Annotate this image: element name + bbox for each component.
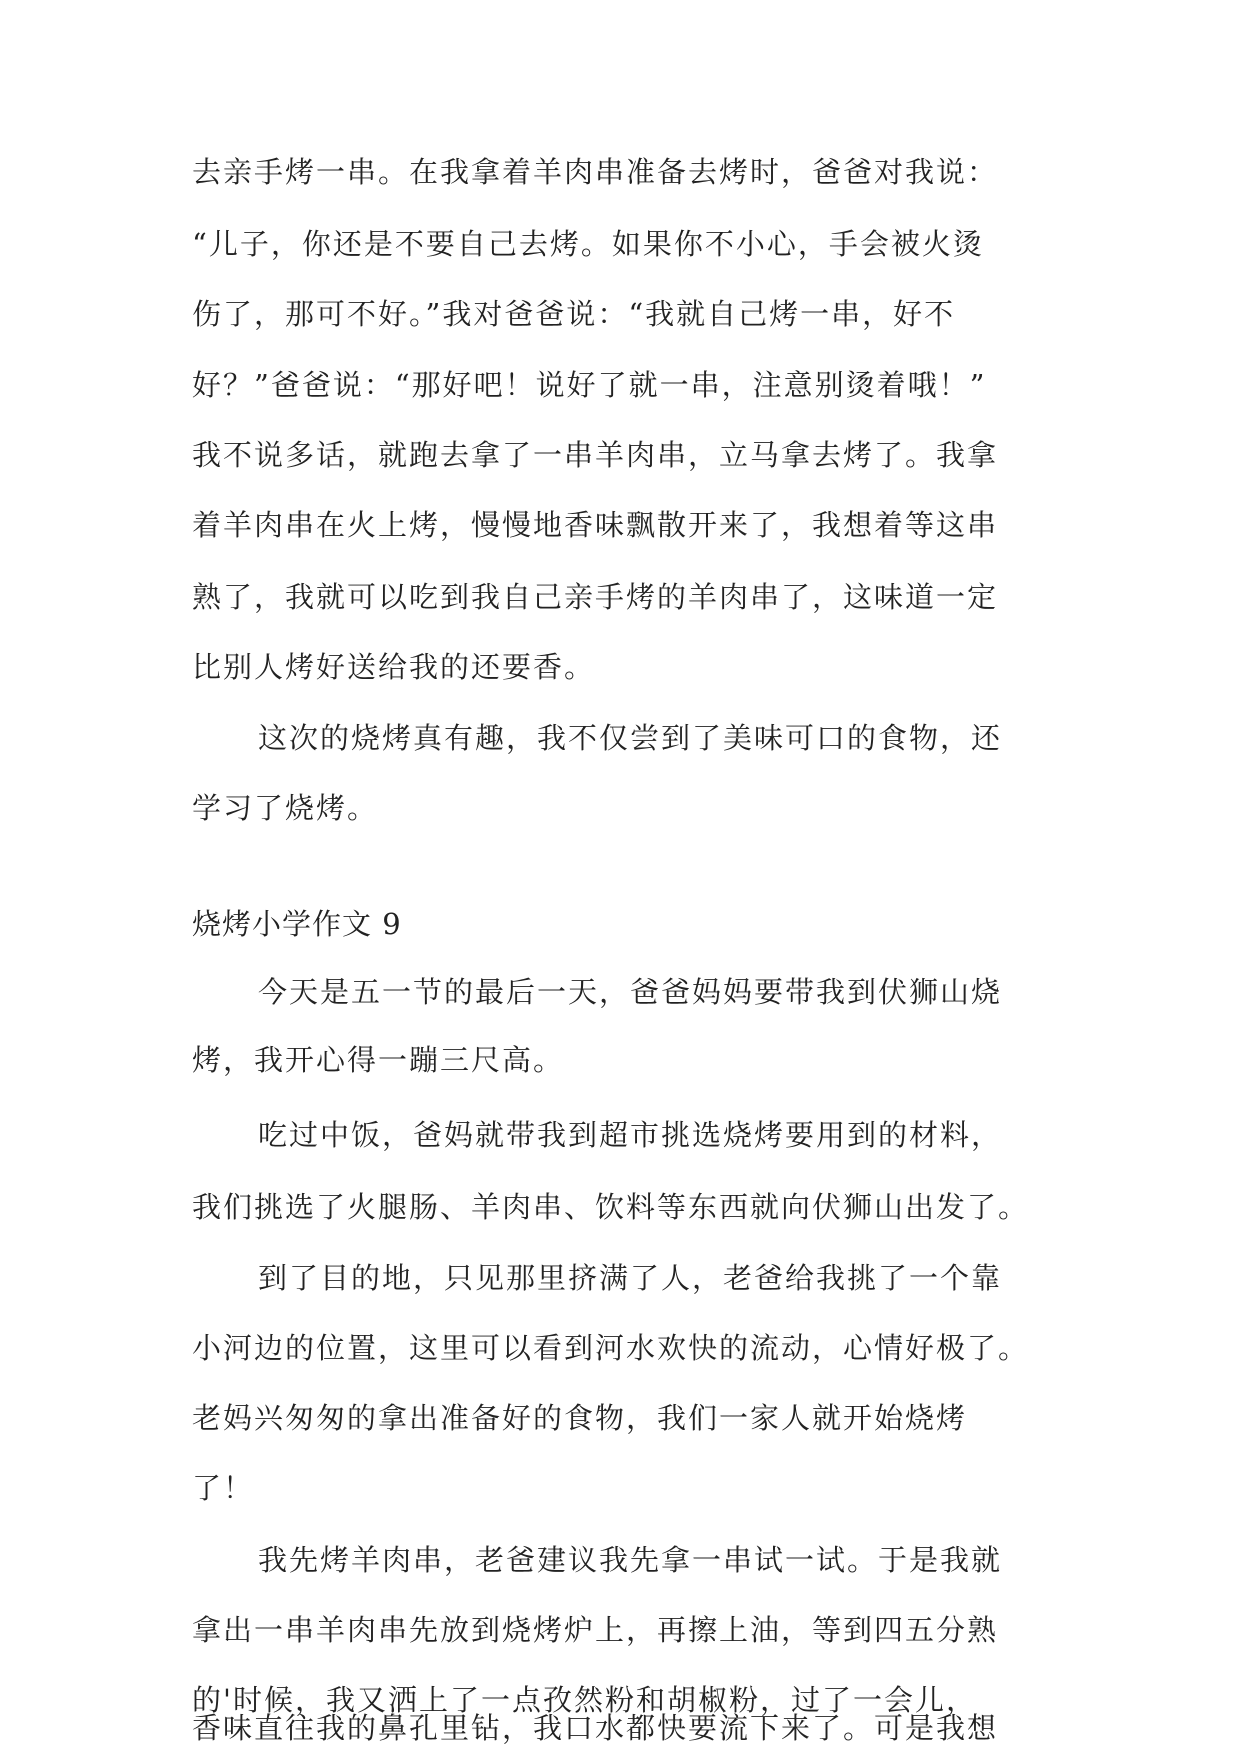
text-line: 拿出一串羊肉串先放到烧烤炉上，再擦上油，等到四五分熟 <box>192 1613 999 1647</box>
text-line: 比别人烤好送给我的还要香。 <box>192 650 596 684</box>
text-line: 我不说多话，就跑去拿了一串羊肉串，立马拿去烤了。我拿 <box>192 438 999 472</box>
essay-title: 烧烤小学作文 9 <box>192 907 402 941</box>
paragraph-first-line: 吃过中饭，爸妈就带我到超市挑选烧烤要用到的材料， <box>258 1118 1003 1152</box>
text-line: 我们挑选了火腿肠、羊肉串、饮料等东西就向伏狮山出发了。 <box>192 1190 1030 1224</box>
paragraph-first-line: 这次的烧烤真有趣，我不仅尝到了美味可口的食物，还 <box>258 721 1003 755</box>
text-line: 去亲手烤一串。在我拿着羊肉串准备去烤时，爸爸对我说： <box>192 155 999 189</box>
text-line: 好？”爸爸说：“那好吧！说好了就一串，注意别烫着哦！” <box>192 368 987 402</box>
text-line: 烤，我开心得一蹦三尺高。 <box>192 1043 565 1077</box>
text-line: 的'时候，我又洒上了一点孜然粉和胡椒粉，过了一会儿， <box>192 1683 977 1717</box>
text-line: 熟了，我就可以吃到我自己亲手烤的羊肉串了，这味道一定 <box>192 580 999 614</box>
text-line: 着羊肉串在火上烤，慢慢地香味飘散开来了，我想着等这串 <box>192 508 999 542</box>
paragraph-first-line: 我先烤羊肉串，老爸建议我先拿一串试一试。于是我就 <box>258 1543 1003 1577</box>
text-line: 学习了烧烤。 <box>192 791 379 825</box>
text-line: 老妈兴匆匆的拿出准备好的食物，我们一家人就开始烧烤 <box>192 1401 968 1435</box>
paragraph-first-line: 到了目的地，只见那里挤满了人，老爸给我挑了一个靠 <box>258 1261 1003 1295</box>
text-line: 香味直往我的鼻孔里钻，我口水都快要流下来了。可是我想 <box>192 1711 999 1745</box>
text-line: 小河边的位置，这里可以看到河水欢快的流动，心情好极了。 <box>192 1331 1030 1365</box>
text-line: 伤了，那可不好。”我对爸爸说：“我就自己烤一串，好不 <box>192 297 956 331</box>
paragraph-first-line: 今天是五一节的最后一天，爸爸妈妈要带我到伏狮山烧 <box>258 975 1003 1009</box>
text-line: “儿子，你还是不要自己去烤。如果你不小心，手会被火烫 <box>192 227 984 261</box>
text-line: 了！ <box>192 1471 255 1505</box>
